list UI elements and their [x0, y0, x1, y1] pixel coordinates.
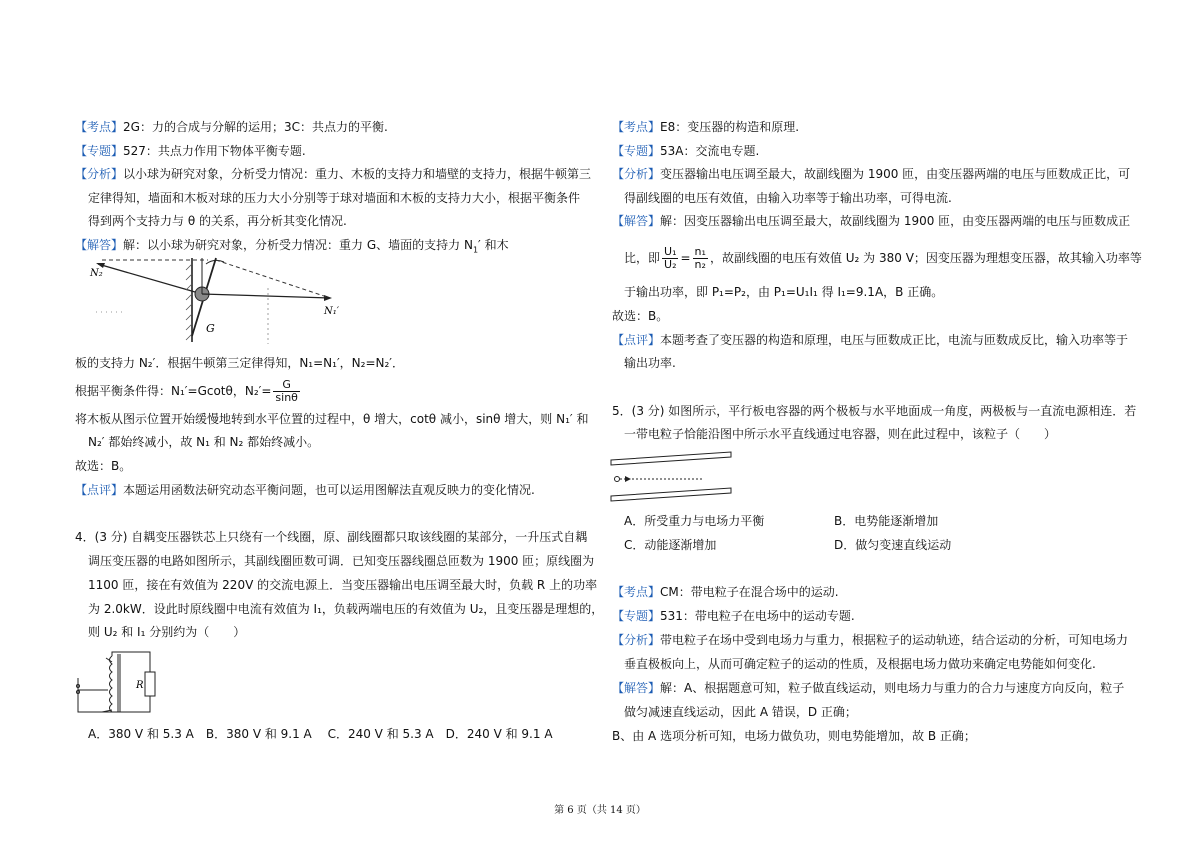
dianping-tag: 【点评】 [612, 333, 661, 347]
q4-fenxi: 【分析】变压器输出电压调至最大，故副线圈为 1900 匝，由变压器两端的电压与匝数成正比，可 [612, 167, 1131, 181]
q4-stem-line5: 则 U₂ 和 I₁ 分别约为（ ） [88, 625, 246, 639]
q5-fenxi-line2: 垂直极板向上，从而可确定粒子的运动的性质，及根据电场力做功来确定电势能如何变化. [624, 657, 1096, 671]
label-g: G [206, 322, 215, 335]
q4-kaodian: 【考点】E8：变压器的构造和原理. [612, 120, 800, 134]
q4-jieda-line3: 于输出功率，即 P₁=P₂，由 P₁=U₁I₁ 得 I₁=9.1A，B 正确。 [624, 285, 944, 299]
q4-zhuanti: 【专题】53A：交流电专题. [612, 144, 760, 158]
q5-jieda-line3: B、由 A 选项分析可知，电场力做负功，则电势能增加，故 B 正确； [612, 729, 976, 743]
fraction-n1-n2: $\frac{\text{n₁}}{\text{n₂}}$ [694, 245, 706, 271]
q3-jieda-line4: 将木板从图示位置开始缓慢地转到水平位置的过程中，θ 增大，cotθ 减小，sinθ 增大，则 N₁′ 和 [75, 412, 589, 426]
q3-zhuanti: 【专题】527：共点力作用下物体平衡专题. [75, 144, 306, 158]
q4-fenxi-line2: 得副线圈的电压有效值，由输入功率等于输出功率，可得电流. [624, 191, 952, 205]
jieda-tag: 【解答】 [612, 681, 661, 695]
q3-fenxi: 【分析】以小球为研究对象，分析受力情况：重力、木板的支持力和墙壁的支持力，根据牛顿第三 [75, 167, 592, 181]
q3-jieda: 【解答】解：以小球为研究对象，分析受力情况：重力 G、墙面的支持力 $N_1'$ 和木 [75, 238, 509, 255]
q5-stem-line2: 一带电粒子恰能沿图中所示水平直线通过电容器，则在此过程中，该粒子（ ） [624, 427, 1057, 441]
q4-transformer-diagram [72, 648, 162, 718]
q5-fenxi: 【分析】带电粒子在场中受到电场力与重力，根据粒子的运动轨迹，结合运动的分析，可知电场力 [612, 633, 1129, 647]
q5-jieda-line2: 做匀减速直线运动，因此 A 错误，D 正确； [624, 705, 857, 719]
q4-dianping: 【点评】本题考查了变压器的构造和原理，电压与匝数成正比，电流与匝数成反比，输入功率等于 [612, 333, 1129, 347]
label-n1: N₁′ [324, 306, 340, 317]
dianping-tag: 【点评】 [75, 483, 124, 497]
jieda-tag: 【解答】 [75, 238, 124, 252]
fenxi-tag: 【分析】 [75, 167, 124, 181]
q3-fenxi-line3: 得到两个支持力与 θ 的关系，再分析其变化情况. [88, 214, 347, 228]
q3-jieda-line2: 板的支持力 N₂′．根据牛顿第三定律得知，N₁=N₁′，N₂=N₂′． [75, 356, 405, 370]
q3-dianping: 【点评】本题运用函数法研究动态平衡问题，也可以运用图解法直观反映力的变化情况. [75, 483, 535, 497]
q4-dianping-line2: 输出功率. [624, 356, 676, 370]
zhuanti-tag: 【专题】 [612, 144, 661, 158]
q3-answer: 故选：B。 [75, 459, 132, 473]
q5-stem-line1: 5．(3 分) 如图所示，平行板电容器的两个极板与水平地面成一角度，两极板与一直流电源相连．若 [612, 404, 1137, 418]
q4-jieda-line2: 比，即 $\frac{\text{U₁}}{\text{U₂}}$ = $\frac{\text{n₁}}{\text{n₂}}$ ，故副线圈的电压有效值 U₂ 为 380 V；因变压器为理想变压器，故其输入功率等 [624, 245, 1142, 271]
q5-kaodian: 【考点】CM：带电粒子在混合场中的运动. [612, 585, 839, 599]
zhuanti-tag: 【专题】 [75, 144, 124, 158]
kaodian-tag: 【考点】 [75, 120, 124, 134]
zhuanti-tag: 【专题】 [612, 609, 661, 623]
q4-stem-line1: 4．(3 分) 自耦变压器铁芯上只绕有一个线圈，原、副线圈都只取该线圈的某部分，一升压式自耦 [75, 530, 588, 544]
fenxi-tag: 【分析】 [612, 167, 661, 181]
jieda-tag: 【解答】 [612, 214, 661, 228]
q3-kaodian: 【考点】2G：力的合成与分解的运用；3C：共点力的平衡. [75, 120, 388, 134]
q4-stem-line2: 调压变压器的电路如图所示，其副线圈匝数可调．已知变压器线圈总匝数为 1900 匝；原线圈为 [88, 554, 595, 568]
fenxi-tag: 【分析】 [612, 633, 661, 647]
kaodian-tag: 【考点】 [612, 120, 661, 134]
q3-fenxi-line2: 定律得知，墙面和木板对球的压力大小分别等于球对墙面和木板的支持力大小，根据平衡条件 [88, 191, 581, 205]
label-n2: N₂ [90, 268, 103, 279]
q5-zhuanti: 【专题】531：带电粒子在电场中的运动专题. [612, 609, 855, 623]
label-r: R [136, 680, 144, 691]
q5-option-a: A．所受重力与电场力平衡 [624, 514, 765, 528]
q4-answer: 故选：B。 [612, 309, 669, 323]
q4-jieda: 【解答】解：因变压器输出电压调至最大，故副线圈为 1900 匝，由变压器两端的电压与匝数成正 [612, 214, 1131, 228]
q4-stem-line3: 1100 匝，接在有效值为 220V 的交流电源上．当变压器输出电压调至最大时，负载 R 上的功率 [88, 578, 598, 592]
page-footer: 第 6 页（共 14 页） [554, 805, 646, 816]
kaodian-tag: 【考点】 [612, 585, 661, 599]
q5-option-b: B．电势能逐渐增加 [834, 514, 939, 528]
q3-force-diagram [88, 254, 358, 346]
q5-jieda: 【解答】解：A、根据题意可知，粒子做直线运动，则电场力与重力的合力与速度方向反向，粒子 [612, 681, 1125, 695]
fraction-g-over-sin: $\frac{G}{\sin\theta}$ [275, 378, 298, 404]
q4-options: A．380 V 和 5.3 A B．380 V 和 9.1 A C．240 V 和 5.3 A D．240 V 和 9.1 A [88, 727, 553, 741]
fraction-u1-u2: $\frac{\text{U₁}}{\text{U₂}}$ [664, 245, 677, 271]
q4-stem-line4: 为 2.0kW．设此时原线圈中电流有效值为 I₁，负载两端电压的有效值为 U₂，且变压器是理想的， [88, 602, 604, 616]
q3-jieda-line5: N₂′ 都始终减小，故 N₁ 和 N₂ 都始终减小。 [88, 435, 320, 449]
q5-option-c: C．动能逐渐增加 [624, 538, 717, 552]
q5-option-d: D．做匀变速直线运动 [834, 538, 952, 552]
q3-jieda-line3: 根据平衡条件得：N₁′=Gcotθ，N₂′= $\frac{G}{\sin\theta}$ [75, 378, 298, 404]
q5-capacitor-diagram [607, 448, 737, 506]
